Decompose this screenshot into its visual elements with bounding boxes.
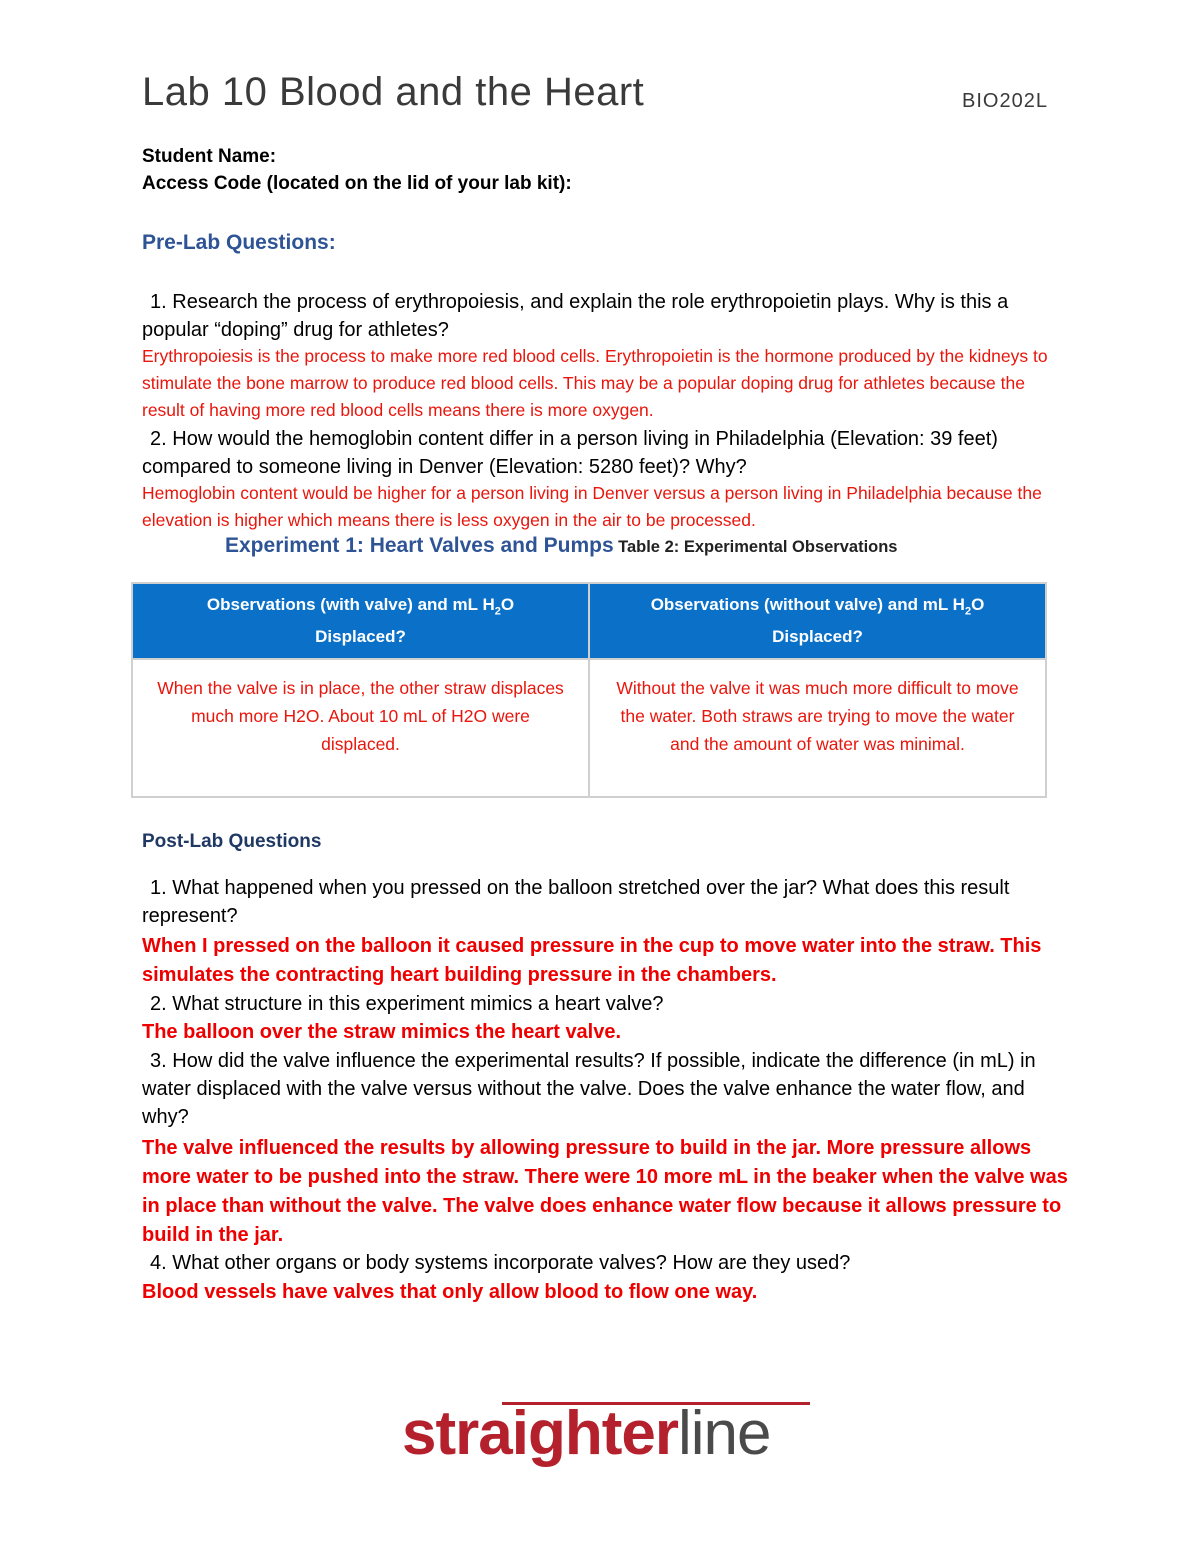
postlab-answer-1: When I pressed on the balloon it caused pressure in the cup to move water into the straw. This simulates the contracting heart building pressure in the chambers.: [142, 935, 1042, 986]
postlab-heading: Post-Lab Questions: [142, 831, 322, 852]
postlab-answer-3: The valve influenced the results by allowing pressure to build in the jar. More pressure allows more water to be pushed into the straw. There were 10 more mL in the beaker when the valve was in place than without the valve. The valve does enhance water flow because it allows pressure to build in the jar.: [142, 1137, 1068, 1246]
prelab-question-2: [142, 425, 1062, 481]
header-with-valve: Observations (with valve) and mL $H_2O$ Displaced?: [132, 583, 589, 659]
postlab-answer-4: Blood vessels have valves that only allow blood to flow one way.: [142, 1281, 758, 1303]
question-text: How would the hemoglobin content differ in a person living in Philadelphia (Elevation: 39 feet) compared to someone living in Denver (Elevation: 5280 feet)? Why?: [142, 428, 998, 478]
observations-table: [131, 582, 1047, 798]
straighterline-logo: straighterline: [402, 1399, 771, 1468]
question-number: 2.: [150, 428, 167, 450]
prelab-answer-1: Erythropoiesis is the process to make more red blood cells. Erythropoietin is the hormone produced by the kidneys to stimulate the bone marrow to produce red blood cells. This may be a popular doping drug for athletes because the result of having more red blood cells means there is more oxygen.: [142, 346, 1048, 420]
table-row: [132, 659, 1046, 797]
question-number: 1.: [150, 877, 167, 899]
question-text: How did the valve influence the experimental results? If possible, indicate the difference (in mL) in water displaced with the valve versus without the valve. Does the valve enhance the water flow, and why?: [142, 1050, 1036, 1128]
course-code: BIO202L: [962, 90, 1048, 112]
question-number: 1.: [150, 291, 167, 313]
postlab-question-2: [142, 990, 1062, 1018]
table-header-row: [132, 583, 1046, 659]
question-text: What happened when you pressed on the balloon stretched over the jar? What does this result represent?: [142, 877, 1010, 927]
access-code-label: Access Code (located on the lid of your lab kit):: [142, 173, 572, 194]
page-title: Lab 10 Blood and the Heart: [142, 70, 645, 114]
experiment-heading: Experiment 1: Heart Valves and Pumps: [225, 534, 614, 557]
cell-without-valve: Without the valve it was much more difficult to move the water. Both straws are trying to move the water and the amount of water was minimal.: [589, 659, 1046, 797]
postlab-question-3: [142, 1047, 1062, 1131]
header-without-valve: Observations (without valve) and mL $H_2O$ Displaced?: [589, 583, 1046, 659]
question-number: 4.: [150, 1252, 167, 1274]
question-number: 2.: [150, 993, 167, 1015]
experiment-heading-row: [225, 534, 897, 558]
cell-with-valve: When the valve is in place, the other straw displaces much more H2O. About 10 mL of H2O were displaced.: [132, 659, 589, 797]
prelab-question-1: [142, 288, 1062, 344]
question-text: What other organs or body systems incorporate valves? How are they used?: [172, 1252, 851, 1274]
postlab-answer-2: The balloon over the straw mimics the heart valve.: [142, 1021, 622, 1043]
prelab-heading: Pre-Lab Questions:: [142, 231, 336, 254]
student-name-label: Student Name:: [142, 146, 277, 167]
question-number: 3.: [150, 1050, 167, 1072]
table-caption: Table 2: Experimental Observations: [618, 538, 898, 556]
question-text: Research the process of erythropoiesis, and explain the role erythropoietin plays. Why is this a popular “doping” drug for athletes?: [142, 291, 1009, 341]
postlab-question-1: [142, 874, 1062, 930]
question-text: What structure in this experiment mimics a heart valve?: [172, 993, 664, 1015]
postlab-question-4: [142, 1249, 1062, 1277]
prelab-answer-2: Hemoglobin content would be higher for a person living in Denver versus a person living in Philadelphia because the elevation is higher which means there is less oxygen in the air to be processed.: [142, 483, 1042, 530]
